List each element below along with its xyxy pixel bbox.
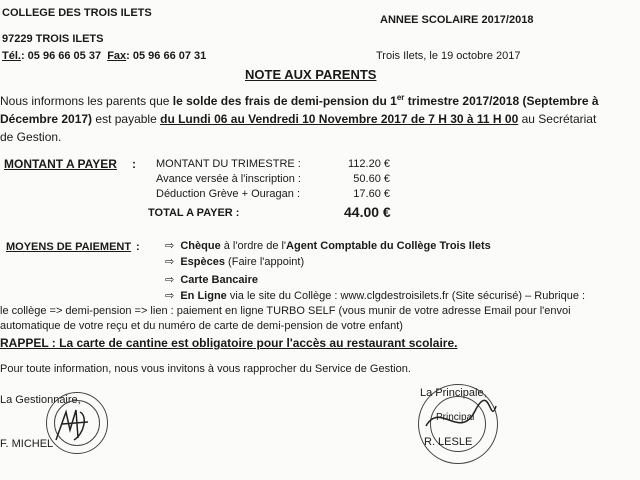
amount-row-value: 17.60 € [353,188,390,200]
payment-desc: (Faire l'appoint) [225,256,305,268]
intro-line-3: de Gestion. [0,130,62,144]
payment-item-en-ligne [165,289,585,302]
online-detail-line-2: automatique de votre reçu et du numéro de carte de demi-pension de votre enfant) [0,320,403,332]
intro-bold-3: Décembre 2017) [0,112,93,126]
tel-label: Tél. [2,50,21,62]
payment-payee: Agent Comptable du Collège Trois Ilets [286,240,491,252]
online-detail-line-1: le collège => demi-pension => lien : paiement en ligne TURBO SELF (vous munir de votre adresse Email pour l'envoi [0,305,571,317]
stamp-label: Principal [436,412,475,423]
fax-value: : 05 96 66 07 31 [126,50,207,62]
payment-item-carte [165,273,258,286]
total-label: TOTAL A PAYER : [148,207,240,219]
montant-colon: : [132,157,136,171]
intro-text-2: est payable [92,112,161,126]
amount-row-label: Déduction Grève + Ouragan : [156,188,300,200]
arrow-right-icon: ⇨ [165,239,175,252]
page-title: NOTE AUX PARENTS [245,67,377,82]
school-year: ANNEE SCOLAIRE 2017/2018 [380,14,534,26]
amount-row-label: MONTANT DU TRIMESTRE : [156,158,301,170]
arrow-right-icon: ⇨ [165,255,175,268]
payment-item-especes [165,255,304,268]
school-name: COLLEGE DES TROIS ILETS [2,7,152,19]
payment-method: Carte Bancaire [180,274,258,286]
payment-item-cheque [165,239,491,252]
rappel-note: RAPPEL : La carte de cantine est obligatoire pour l'accès au restaurant scolaire. [0,336,458,350]
payment-desc: à l'ordre de l' [220,240,287,252]
intro-line-2 [0,112,596,126]
payment-method: Chèque [180,240,221,252]
intro-bold: le solde des frais de demi-pension du 1 [169,94,397,108]
left-signatory-title: La Gestionnaire, [0,394,81,406]
moyens-colon: : [136,241,140,253]
montant-label: MONTANT A PAYER [4,157,117,171]
right-signatory-title: La Principale, [420,387,487,399]
right-signatory-name: R. LESLE [424,436,473,448]
school-address: 97229 TROIS ILETS [2,33,104,45]
payment-method: Espèces [180,256,225,268]
signature-left [48,400,118,450]
payment-desc: via le site du Collège : www.clgdestroisilets.fr (Site sécurisé) – Rubrique : [226,290,586,302]
info-line: Pour toute information, nous vous invitons à vous rapprocher du Service de Gestion. [0,363,411,375]
fax-label: Fax [107,50,127,62]
moyens-label: MOYENS DE PAIEMENT [6,241,132,253]
intro-line-1 [0,93,599,108]
contact-line [2,50,206,62]
total-value: 44.00 € [344,204,391,220]
payment-period: du Lundi 06 au Vendredi 10 Novembre 2017 de 7 H 30 à 11 H 00 [160,112,519,126]
arrow-right-icon: ⇨ [165,289,175,302]
intro-text-3: au Secrétariat [518,112,597,126]
intro-bold-2: trimestre 2017/2018 (Septembre à [404,94,599,108]
intro-text: Nous informons les parents que [0,94,170,108]
amount-row-label: Avance versée à l'inscription : [156,173,301,185]
left-signatory-name: F. MICHEL [0,438,54,450]
payment-method: En Ligne [180,290,227,302]
amount-row-value: 50.60 € [353,173,390,185]
amount-row-value: 112.20 € [347,158,390,170]
place-date: Trois Ilets, le 19 octobre 2017 [376,50,521,62]
arrow-right-icon: ⇨ [165,273,175,286]
intro-sup: er [396,93,405,102]
tel-value: : 05 96 66 05 37 [20,50,102,62]
